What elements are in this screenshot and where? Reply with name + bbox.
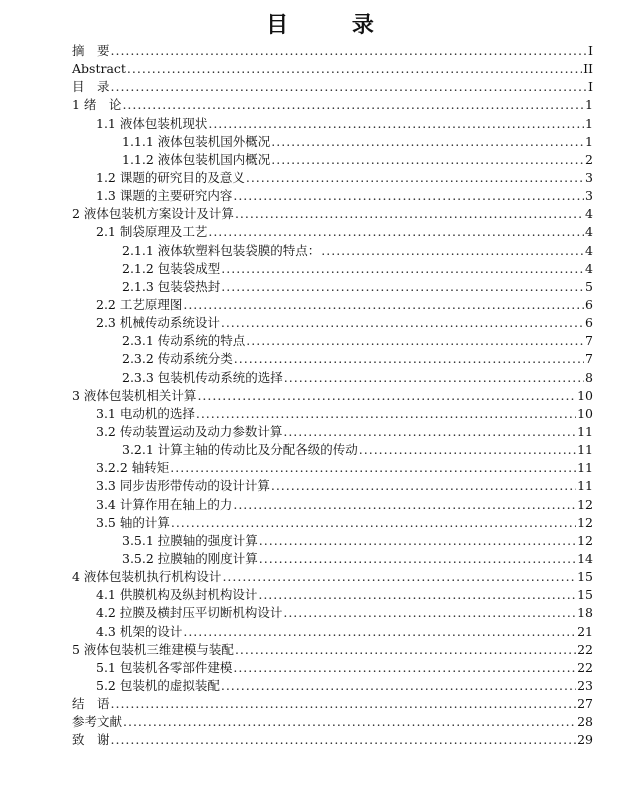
toc-entry-label: 3.4 计算作用在轴上的力 <box>96 496 233 512</box>
toc-page-number: 10 <box>577 387 593 403</box>
toc-entry[interactable] <box>72 369 593 387</box>
toc-page-number: 23 <box>577 677 593 693</box>
toc-entry[interactable] <box>72 713 593 731</box>
toc-dot-leader <box>359 441 576 459</box>
toc-page-number: 11 <box>577 442 593 458</box>
toc-page-number: I <box>588 43 593 58</box>
toc-page-number: 6 <box>585 296 593 312</box>
toc-page-number: 4 <box>585 260 593 276</box>
toc-entry-label: 3.2 传动装置运动及动力参数计算 <box>96 423 283 439</box>
toc-entry-label: 3.5.1 拉膜轴的强度计算 <box>122 532 258 548</box>
toc-entry-label: 2.3.3 包装机传动系统的选择 <box>122 369 283 385</box>
toc-entry[interactable] <box>72 677 593 695</box>
toc-dot-leader <box>127 60 582 78</box>
toc-entry-label: 4.2 拉膜及横封压平切断机构设计 <box>96 605 283 621</box>
toc-entry[interactable] <box>72 42 593 60</box>
toc-page-number: 4 <box>585 242 593 258</box>
toc-entry-label: 2.1.2 包装袋成型 <box>122 260 221 276</box>
toc-dot-leader <box>208 223 584 241</box>
toc-dot-leader <box>111 731 577 749</box>
toc-dot-leader <box>235 641 576 659</box>
toc-page-number: 18 <box>577 605 593 621</box>
toc-entry[interactable] <box>72 695 593 713</box>
toc-page-number: 12 <box>577 532 593 548</box>
toc-dot-leader <box>221 278 584 296</box>
toc-list <box>72 42 593 749</box>
toc-page-number: 11 <box>577 478 593 494</box>
toc-dot-leader <box>208 115 584 133</box>
toc-dot-leader <box>171 514 576 532</box>
toc-page-number: 22 <box>577 641 593 657</box>
toc-entry-label: 5.2 包装机的虚拟装配 <box>96 677 220 693</box>
toc-dot-leader <box>221 677 576 695</box>
toc-entry-label: 2.1.1 液体软塑料包装袋膜的特点： <box>122 242 321 258</box>
toc-entry[interactable] <box>72 423 593 441</box>
toc-dot-leader <box>222 568 576 586</box>
toc-dot-leader <box>283 423 576 441</box>
page-title: 目 录 <box>266 13 402 38</box>
toc-page-number: 15 <box>577 569 593 585</box>
toc-entry-label: 2.3.1 传动系统的特点 <box>122 333 246 349</box>
toc-page-number: 7 <box>585 333 593 349</box>
toc-page-number: 28 <box>577 714 593 730</box>
toc-entry-label: 1.1 液体包装机现状 <box>96 115 208 131</box>
toc-entry[interactable] <box>72 169 593 187</box>
toc-page-number: 11 <box>577 423 593 439</box>
toc-page-number: 3 <box>585 169 593 185</box>
toc-page-number: 12 <box>577 496 593 512</box>
toc-page-number: 1 <box>585 97 593 113</box>
toc-dot-leader <box>284 369 584 387</box>
toc-entry-label: 1.3 课题的主要研究内容 <box>96 188 233 204</box>
toc-page-number: 14 <box>577 550 593 566</box>
toc-entry-label: 2.3.2 传动系统分类 <box>122 351 233 367</box>
toc-entry-label: Abstract <box>72 61 126 77</box>
toc-page-number: 5 <box>585 278 593 294</box>
toc-page-number: 10 <box>577 405 593 421</box>
toc-dot-leader <box>271 133 584 151</box>
toc-entry-label: 3 液体包装机相关计算 <box>72 387 197 403</box>
toc-entry-label: 3.2.1 计算主轴的传动比及分配各级的传动 <box>122 442 358 458</box>
toc-dot-leader <box>233 187 584 205</box>
toc-entry[interactable] <box>72 278 593 296</box>
toc-entry[interactable] <box>72 623 593 641</box>
toc-dot-leader <box>283 604 576 622</box>
toc-entry[interactable] <box>72 350 593 368</box>
toc-page-number: 27 <box>577 696 593 712</box>
toc-page-number: 2 <box>585 151 593 167</box>
toc-page-number: 1 <box>585 115 593 131</box>
toc-entry-label: 4 液体包装机执行机构设计 <box>72 569 222 585</box>
toc-entry[interactable] <box>72 441 593 459</box>
toc-entry[interactable] <box>72 731 593 749</box>
toc-dot-leader <box>234 350 584 368</box>
toc-entry-label: 3.3 同步齿形带传动的设计计算 <box>96 478 270 494</box>
toc-dot-leader <box>259 532 576 550</box>
toc-entry-label: 1.1.1 液体包装机国外概况 <box>122 133 271 149</box>
toc-page-number: I <box>588 79 593 95</box>
toc-entry-label: 2.1.3 包装袋热封 <box>122 278 221 294</box>
toc-page-number: 4 <box>585 206 593 222</box>
toc-entry[interactable] <box>72 78 593 96</box>
toc-entry-label: 4.3 机架的设计 <box>96 623 183 639</box>
toc-page-number: 11 <box>577 460 593 476</box>
toc-entry-label: 摘 要 <box>72 43 110 58</box>
toc-dot-leader <box>221 260 584 278</box>
toc-entry[interactable] <box>72 223 593 241</box>
toc-entry[interactable] <box>72 568 593 586</box>
toc-entry[interactable] <box>72 659 593 677</box>
toc-entry-label: 4.1 供膜机构及纵封机构设计 <box>96 587 258 603</box>
toc-entry-label: 1.2 课题的研究目的及意义 <box>96 169 245 185</box>
toc-entry-label: 3.1 电动机的选择 <box>96 405 195 421</box>
toc-entry-label: 1.1.2 液体包装机国内概况 <box>122 151 271 167</box>
toc-page-number: 3 <box>585 188 593 204</box>
toc-dot-leader <box>233 659 576 677</box>
toc-dot-leader <box>196 405 576 423</box>
toc-entry[interactable] <box>72 60 593 78</box>
toc-dot-leader <box>183 296 584 314</box>
toc-dot-leader <box>259 550 576 568</box>
toc-page-number: 15 <box>577 587 593 603</box>
toc-dot-leader <box>246 332 584 350</box>
toc-entry-label: 1 绪 论 <box>72 97 122 113</box>
toc-entry-label: 5 液体包装机三维建模与装配 <box>72 641 234 657</box>
toc-dot-leader <box>246 169 584 187</box>
toc-page-number: 12 <box>577 514 593 530</box>
toc-dot-leader <box>183 623 576 641</box>
toc-entry[interactable] <box>72 115 593 133</box>
toc-entry[interactable] <box>72 459 593 477</box>
toc-page-number: 1 <box>585 133 593 149</box>
toc-entry-label: 2.3 机械传动系统设计 <box>96 315 220 331</box>
toc-entry-label: 3.5 轴的计算 <box>96 514 170 530</box>
toc-entry[interactable] <box>72 477 593 495</box>
toc-entry[interactable] <box>72 387 593 405</box>
toc-entry-label: 2.2 工艺原理图 <box>96 296 183 312</box>
toc-page-number: 8 <box>585 369 593 385</box>
toc-dot-leader <box>170 459 576 477</box>
toc-dot-leader <box>321 242 584 260</box>
toc-dot-leader <box>123 713 576 731</box>
toc-entry[interactable] <box>72 550 593 568</box>
toc-dot-leader <box>111 78 588 96</box>
toc-entry[interactable] <box>72 641 593 659</box>
toc-entry-label: 2 液体包装机方案设计及计算 <box>72 206 234 222</box>
toc-entry-label: 结 语 <box>72 696 110 712</box>
toc-entry[interactable] <box>72 532 593 550</box>
toc-page-number: 7 <box>585 351 593 367</box>
toc-entry[interactable] <box>72 151 593 169</box>
toc-entry-label: 参考文献 <box>72 714 123 730</box>
toc-page-number: 6 <box>585 315 593 331</box>
toc-dot-leader <box>221 314 584 332</box>
toc-entry[interactable] <box>72 405 593 423</box>
toc-entry[interactable] <box>72 314 593 332</box>
toc-page-number: II <box>583 61 593 77</box>
toc-entry[interactable] <box>72 187 593 205</box>
toc-entry-label: 2.1 制袋原理及工艺 <box>96 224 208 240</box>
toc-dot-leader <box>111 695 577 713</box>
toc-entry[interactable] <box>72 133 593 151</box>
toc-entry-label: 致 谢 <box>72 732 110 748</box>
toc-dot-leader <box>235 205 584 223</box>
toc-entry[interactable] <box>72 296 593 314</box>
toc-entry[interactable] <box>72 514 593 532</box>
toc-entry-label: 5.1 包装机各零部件建模 <box>96 659 233 675</box>
toc-dot-leader <box>197 387 576 405</box>
toc-entry-label: 3.5.2 拉膜轴的刚度计算 <box>122 550 258 566</box>
toc-entry-label: 3.2.2 轴转矩 <box>96 460 170 476</box>
toc-entry[interactable] <box>72 242 593 260</box>
toc-entry[interactable] <box>72 586 593 604</box>
toc-entry-label: 目 录 <box>72 79 110 95</box>
toc-page-number: 22 <box>577 659 593 675</box>
toc-entry[interactable] <box>72 205 593 223</box>
toc-dot-leader <box>233 496 576 514</box>
toc-entry[interactable] <box>72 96 593 114</box>
toc-entry[interactable] <box>72 332 593 350</box>
toc-dot-leader <box>111 42 588 60</box>
toc-dot-leader <box>271 477 576 495</box>
toc-dot-leader <box>258 586 576 604</box>
toc-entry[interactable] <box>72 604 593 622</box>
toc-dot-leader <box>271 151 584 169</box>
toc-dot-leader <box>122 96 584 114</box>
toc-entry[interactable] <box>72 260 593 278</box>
toc-entry[interactable] <box>72 496 593 514</box>
toc-page-number: 29 <box>577 732 593 748</box>
toc-page-number: 4 <box>585 224 593 240</box>
toc-page-number: 21 <box>577 623 593 639</box>
